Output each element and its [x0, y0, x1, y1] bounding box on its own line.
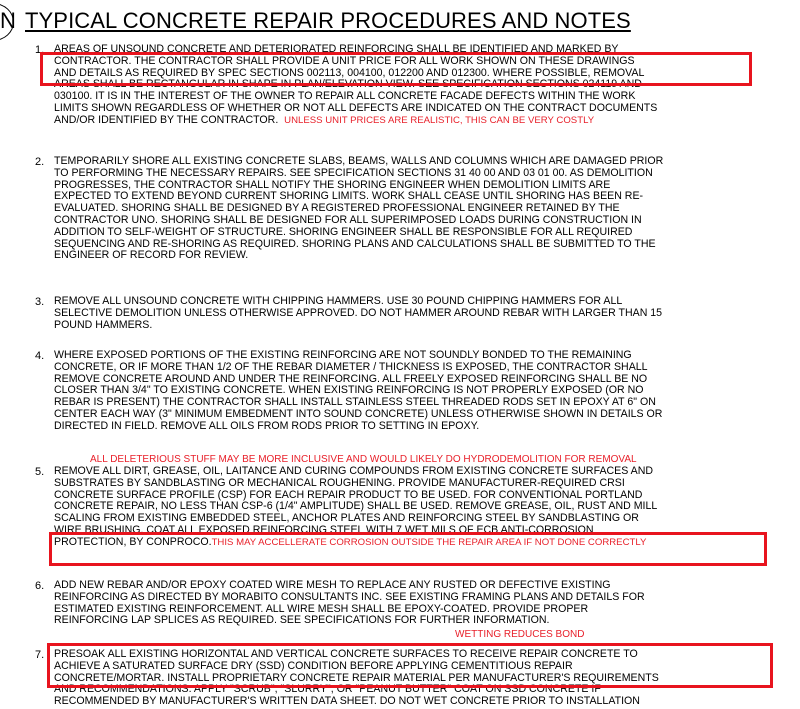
- note-line: DIRECTED IN FIELD. REMOVE ALL OILS FROM RODS PRIOR TO SETTING IN EPOXY.: [54, 420, 480, 432]
- page-title: TYPICAL CONCRETE REPAIR PROCEDURES AND NOTES: [25, 8, 631, 33]
- note-line: CONCRETE/MORTAR. INSTALL PROPRIETARY CONCRETE REPAIR MATERIAL PER MANUFACTURER'S REQUIREMENTS: [54, 672, 659, 684]
- note-number: 2.: [35, 156, 45, 168]
- note-line: PRESOAK ALL EXISTING HORIZONTAL AND VERTICAL CONCRETE SURFACES TO RECEIVE REPAIR CONCRETE TO: [54, 649, 638, 660]
- note-line: SUBSTRATES BY SANDBLASTING OR MECHANICAL ROUGHENING. PROVIDE MANUFACTURER-REQUIRED CRSI: [54, 477, 625, 489]
- note-number: 5.: [35, 466, 45, 478]
- note-line: ENGINEER OF RECORD FOR REVIEW.: [54, 250, 249, 262]
- note-line: 030100. IT IS IN THE INTEREST OF THE OWNER TO REPAIR ALL CONCRETE FACADE DEFECTS WITHIN THE WORK: [54, 91, 636, 103]
- note-line: WHERE EXPOSED PORTIONS OF THE EXISTING REINFORCING ARE NOT SOUNDLY BONDED TO THE REMAINING: [54, 350, 632, 361]
- note-number: 3.: [35, 296, 45, 308]
- note-body: [54, 296, 774, 331]
- annotation-text: THIS MAY ACCELLERATE CORROSION OUTSIDE THE REPAIR AREA IF NOT DONE CORRECTLY: [211, 536, 647, 548]
- title-row: [0, 2, 800, 42]
- note-line: CLOSER THAN 3/4" TO EXISTING CONCRETE. WHEN EXISTING REINFORCING IS NOT PROPERLY EXPOSED (OR NO: [54, 385, 644, 397]
- note-body: [54, 649, 774, 708]
- note-body: [54, 466, 774, 549]
- note-line: AREAS SHALL BE RECTANGULAR IN SHAPE IN PLAN/ELEVATION VIEW. SEE SPECIFICATION SECTIONS 024119 AND: [54, 79, 642, 91]
- note-line-text: AND/OR IDENTIFIED BY THE CONTRACTOR.: [54, 114, 279, 126]
- note-line: REMOVE ALL DIRT, GREASE, OIL, LAITANCE AND CURING COMPOUNDS FROM EXISTING CONCRETE SURFACES AND: [54, 466, 654, 477]
- note-line: REMOVE ALL UNSOUND CONCRETE WITH CHIPPING HAMMERS. USE 30 POUND CHIPPING HAMMERS FOR ALL: [54, 296, 623, 307]
- note-line: [54, 537, 774, 549]
- note-body: [54, 580, 774, 627]
- note-line: LIMITS SHOWN REGARDLESS OF WHETHER OR NOT ALL DEFECTS ARE INDICATED ON THE CONTRACT DOCUMENTS: [54, 102, 658, 114]
- annotation-text: WETTING REDUCES BOND: [455, 629, 585, 640]
- note-line: PROGRESSES, THE CONTRACTOR SHALL NOTIFY THE SHORING ENGINEER WHEN DEMOLITION LIMITS ARE: [54, 179, 611, 191]
- note-line: AND DETAILS AS REQUIRED BY SPEC SECTIONS 002113, 004100, 012200 AND 012300. WHERE POSSIBLE, REMOVAL: [54, 67, 645, 79]
- note-line-text: PROTECTION, BY CONPROCO.: [54, 536, 212, 548]
- note-line: WIRE BRUSHING. COAT ALL EXPOSED REINFORCING STEEL WITH 7 WET MILS OF ECB ANTI-CORROSION: [54, 524, 594, 536]
- note-line: EXPECTED TO EXTEND BEYOND CURRENT SHORING LIMITS. WORK SHALL CEASE UNTIL SHORING HAS BEEN RE-: [54, 191, 644, 203]
- note-body: [54, 44, 774, 127]
- note-body: [54, 350, 774, 433]
- note-line: TO PERFORMING THE NECESSARY REPAIRS. SEE SPECIFICATION SECTIONS 31 40 00 AND 03 01 00. AS DEMOLITION: [54, 167, 653, 179]
- note-line: REINFORCING AS DIRECTED BY MORABITO CONSULTANTS INC. SEE EXISTING FRAMING PLANS AND DETAILS FOR: [54, 591, 645, 603]
- note-number: 6.: [35, 580, 45, 592]
- annotation-text: ALL DELETERIOUS STUFF MAY BE MORE INCLUSIVE AND WOULD LIKELY DO HYDRODEMOLITION FOR REMOVAL: [90, 454, 637, 465]
- note-number: 1.: [35, 44, 45, 56]
- note-line: ESTIMATED EXISTING REINFORCEMENT. ALL WIRE MESH SHALL BE EPOXY-COATED. PROVIDE PROPER: [54, 603, 589, 615]
- note-line: CONCRETE, OR IF MORE THAN 1/2 OF THE REBAR DIAMETER / THICKNESS IS EXPOSED, THE CONTRACTOR SHALL: [54, 361, 648, 373]
- note-line: ADDITION TO SELF-WEIGHT OF STRUCTURE. SHORING ENGINEER SHALL BE RESPONSIBLE FOR ALL REQUIRED: [54, 226, 633, 238]
- note-line: TEMPORARILY SHORE ALL EXISTING CONCRETE SLABS, BEAMS, WALLS AND COLUMNS WHICH ARE DAMAGED PRIOR: [54, 156, 664, 167]
- note-line: CONTRACTOR UNO. SHORING SHALL BE DESIGNED FOR ALL SUPERIMPOSED LOADS DURING CONSTRUCTION IN: [54, 214, 642, 226]
- note-line: AREAS OF UNSOUND CONCRETE AND DETERIORATED REINFORCING SHALL BE IDENTIFIED AND MARKED BY: [54, 44, 619, 55]
- note-7: [35, 649, 775, 709]
- note-line: POUND HAMMERS.: [54, 319, 153, 331]
- annotation-text: UNLESS UNIT PRICES ARE REALISTIC, THIS CAN BE VERY COSTLY: [284, 114, 595, 126]
- note-number: 4.: [35, 350, 45, 362]
- note-line: CENTER EACH WAY (3" MINIMUM EMBEDMENT INTO SOUND CONCRETE) UNLESS OTHERWISE SHOWN IN DETAILS OR: [54, 408, 663, 420]
- note-number: 7.: [35, 649, 45, 661]
- note-line: RECOMMENDED BY MANUFACTURER'S WRITTEN DATA SHEET. DO NOT WET CONCRETE PRIOR TO INSTALLATION: [54, 696, 640, 708]
- note-line: CONTRACTOR. THE CONTRACTOR SHALL PROVIDE A UNIT PRICE FOR ALL WORK SHOWN ON THESE DRAWINGS: [54, 55, 635, 67]
- circle-letter: N: [0, 8, 16, 33]
- note-body: [54, 156, 774, 262]
- note-line: ADD NEW REBAR AND/OR EPOXY COATED WIRE MESH TO REPLACE ANY RUSTED OR DEFECTIVE EXISTING: [54, 580, 611, 591]
- note-line: EVALUATED. SHORING SHALL BE DESIGNED BY A REGISTERED PROFESSIONAL ENGINEER RETAINED BY THE: [54, 203, 620, 215]
- note-line: SELECTIVE DEMOLITION UNLESS OTHERWISE APPROVED. DO NOT HAMMER AROUND REBAR WITH LARGER THAN 15: [54, 307, 663, 319]
- note-line: REMOVE CONCRETE AROUND AND UNDER THE REINFORCING. ALL FREELY EXPOSED REINFORCING SHALL BE NO: [54, 373, 648, 385]
- note-line: CONCRETE REPAIR, NO LESS THAN CSP-6 (1/4" AMPLITUDE) SHALL BE USED. REMOVE GREASE, OIL, RUST AND MILL: [54, 501, 658, 513]
- note-line: [54, 115, 774, 127]
- note-line: AND RECOMMENDATIONS. APPLY "SCRUB", "SLURRY", OR "PEANUT BUTTER" COAT ON SSD CONCRETE IF: [54, 684, 601, 696]
- note-line: ACHIEVE A SATURATED SURFACE DRY (SSD) CONDITION BEFORE APPLYING CEMENTITIOUS REPAIR: [54, 660, 573, 672]
- note-line: SEQUENCING AND RE-SHORING AS REQUIRED. SHORING PLANS AND CALCULATIONS SHALL BE SUBMITTED TO THE: [54, 238, 656, 250]
- note-line: CONCRETE SURFACE PROFILE (CSP) FOR EACH REPAIR PRODUCT TO BE USED. FOR CONVENTIONAL PORTLAND: [54, 489, 643, 501]
- note-line: REINFORCING LAP SPLICES AS REQUIRED. SEE SPECIFICATIONS FOR FURTHER INFORMATION.: [54, 615, 550, 627]
- note-line: SCALING FROM EXISTING EMBEDDED STEEL, ANCHOR PLATES AND REINFORCING STEEL BY SANDBLASTING OR: [54, 513, 639, 525]
- note-line: REBAR IS PRESENT) THE CONTRACTOR SHALL INSTALL STAINLESS STEEL THREADED RODS SET IN EPOXY AT 6" ON: [54, 397, 656, 409]
